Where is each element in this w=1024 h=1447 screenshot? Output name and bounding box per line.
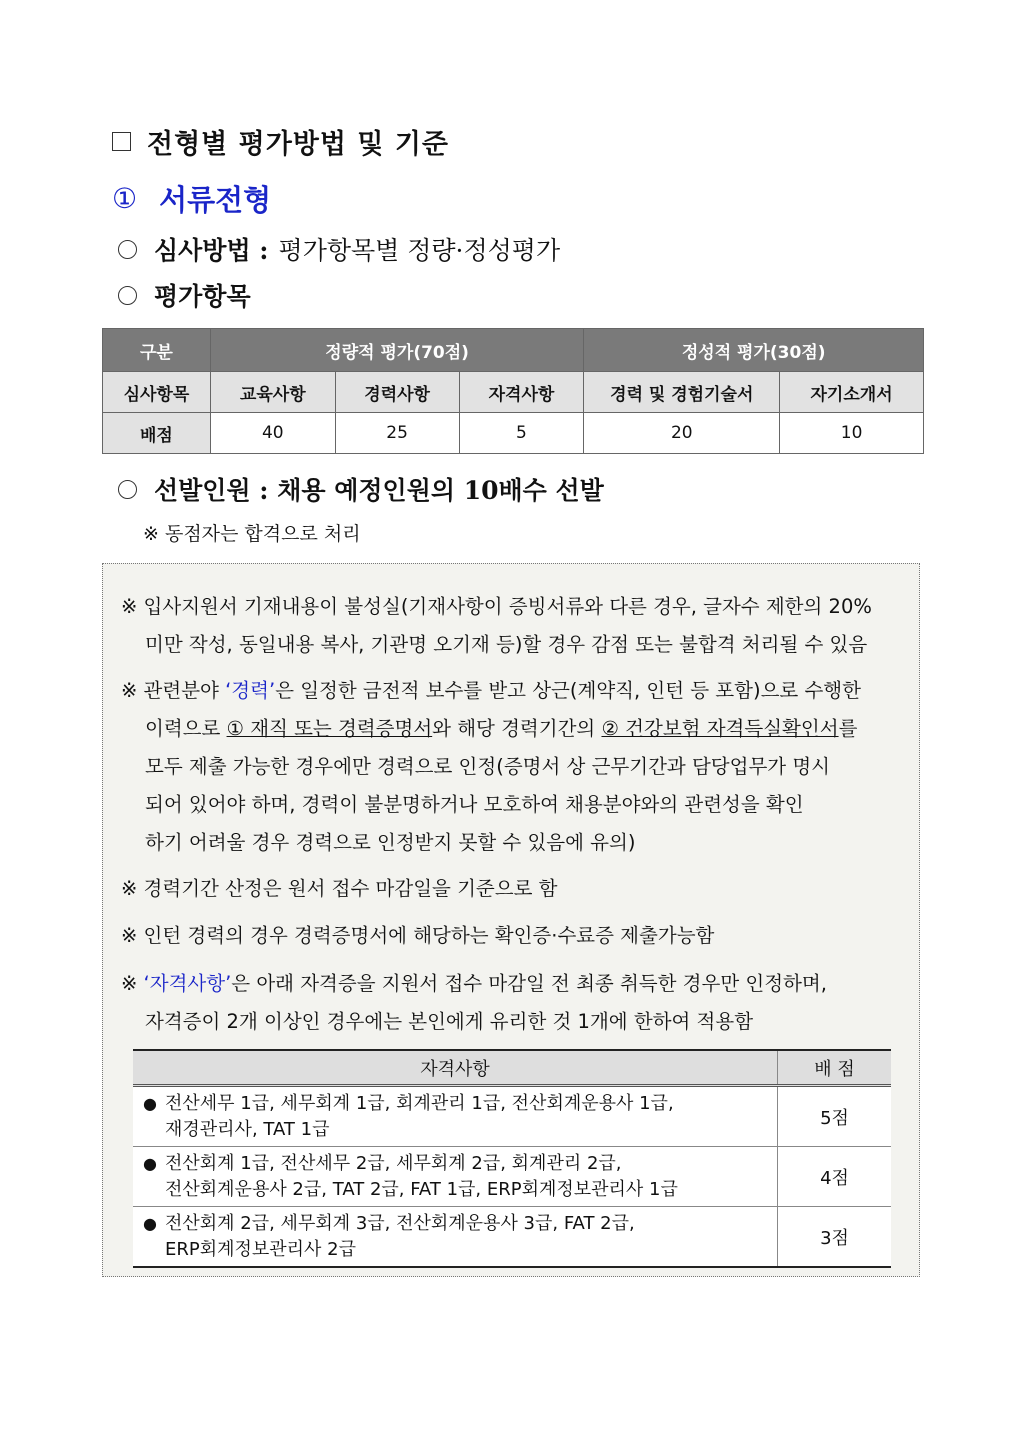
selection-line	[118, 471, 604, 507]
cert-line: 재경관리사, TAT 1급	[165, 1119, 330, 1140]
note-3: ※ 경력기간 산정은 원서 접수 마감일을 기준으로 함	[121, 877, 558, 900]
table-cell: 배 점	[778, 1050, 892, 1086]
table-cell: 10	[780, 413, 924, 454]
table-header-row	[103, 329, 924, 372]
tie-note: ※ 동점자는 합격으로 처리	[143, 523, 361, 545]
certificate-table	[133, 1049, 891, 1268]
table-row	[103, 413, 924, 454]
table-cell: 교육사항	[210, 372, 335, 413]
table-cell: 경력 및 경험기술서	[584, 372, 780, 413]
note-text: 은 일정한 금전적 보수를 받고 상근(계약직, 인턴 등 포함)으로 수행한	[275, 679, 861, 702]
note-line: 모두 제출 가능한 경우에만 경력으로 인정(증명서 상 근무기간과 담당업무가 명시	[145, 755, 831, 778]
note-2	[121, 672, 911, 862]
method-line	[118, 231, 560, 267]
bullet-icon: ●	[143, 1214, 157, 1233]
table-header-row	[133, 1050, 891, 1086]
table-row	[133, 1086, 891, 1147]
selection-text: 선발인원 : 채용 예정인원의 10배수 선발	[154, 476, 604, 505]
note-text: 와 해당 경력기간의	[432, 717, 602, 740]
table-cell: 구분	[103, 329, 211, 372]
note-line: 미만 작성, 동일내용 복사, 기관명 오기재 등)할 경우 감점 또는 불합격 처리될 수 있음	[145, 633, 868, 656]
keyword-career: ‘경력’	[225, 679, 276, 702]
table-cell: 경력사항	[335, 372, 459, 413]
evaluation-table	[102, 328, 924, 454]
note-1	[121, 588, 911, 664]
table-cell: 자기소개서	[780, 372, 924, 413]
bullet-icon: ●	[143, 1094, 157, 1113]
section-title	[112, 178, 271, 219]
note-5	[121, 965, 911, 1041]
note-line: 하기 어려울 경우 경력으로 인정받지 못할 수 있음에 유의)	[145, 831, 636, 854]
notes-box	[102, 563, 920, 1277]
circle-bullet-icon	[118, 240, 137, 259]
page-heading	[112, 122, 449, 161]
note-4: ※ 인턴 경력의 경우 경력증명서에 해당하는 확인증·수료증 제출가능함	[121, 924, 715, 947]
table-cell: 5점	[778, 1086, 892, 1147]
checkbox-square-icon	[112, 132, 131, 151]
table-row	[133, 1147, 891, 1207]
note-text: 이력으로	[145, 717, 227, 740]
underlined-text: ② 건강보험 자격득실확인서	[601, 717, 839, 740]
table-cell	[133, 1147, 778, 1207]
note-text: 은 아래 자격증을 지원서 접수 마감일 전 최종 취득한 경우만 인정하며,	[231, 972, 827, 995]
table-cell: 심사항목	[103, 372, 211, 413]
table-cell: 정성적 평가(30점)	[584, 329, 924, 372]
cert-line: ERP회계정보관리사 2급	[165, 1239, 357, 1260]
method-label: 심사방법 :	[154, 236, 269, 265]
table-cell: 3점	[778, 1207, 892, 1268]
circle-bullet-icon	[118, 286, 137, 305]
table-cell	[133, 1207, 778, 1268]
cert-line: 전산세무 1급, 세무회계 1급, 회계관리 1급, 전산회계운용사 1급,	[165, 1093, 674, 1114]
section-number: ①	[112, 182, 138, 215]
table-cell	[133, 1086, 778, 1147]
note-line	[121, 965, 911, 1003]
table-cell: 정량적 평가(70점)	[210, 329, 584, 372]
table-cell: 배점	[103, 413, 211, 454]
items-label: 평가항목	[154, 282, 251, 311]
items-line	[118, 277, 251, 313]
table-cell: 25	[335, 413, 459, 454]
cert-line: 전산회계 2급, 세무회계 3급, 전산회계운용사 3급, FAT 2급,	[165, 1213, 635, 1234]
note-text: ※	[121, 972, 144, 995]
note-line	[121, 672, 911, 710]
heading-text: 전형별 평가방법 및 기준	[147, 129, 450, 160]
cert-line: 전산회계운용사 2급, TAT 2급, FAT 1급, ERP회계정보관리사 1급	[165, 1179, 678, 1200]
underlined-text: ① 재직 또는 경력증명서	[226, 717, 433, 740]
table-cell: 40	[210, 413, 335, 454]
bullet-icon: ●	[143, 1154, 157, 1173]
note-line: ※ 입사지원서 기재내용이 불성실(기재사항이 증빙서류와 다른 경우, 글자수 제한의 20%	[121, 595, 872, 618]
cert-line: 전산회계 1급, 전산세무 2급, 세무회계 2급, 회계관리 2급,	[165, 1153, 622, 1174]
keyword-cert: ‘자격사항’	[143, 972, 232, 995]
table-subheader-row	[103, 372, 924, 413]
table-cell: 자격사항	[133, 1050, 778, 1086]
table-cell: 자격사항	[459, 372, 584, 413]
circle-bullet-icon	[118, 480, 137, 499]
table-cell: 4점	[778, 1147, 892, 1207]
note-text: ※ 관련분야	[121, 679, 226, 702]
section-title-text: 서류전형	[159, 183, 272, 217]
note-line: 자격증이 2개 이상인 경우에는 본인에게 유리한 것 1개에 한하여 적용함	[145, 1010, 754, 1033]
method-value: 평가항목별 정량·정성평가	[278, 236, 561, 265]
table-cell: 20	[584, 413, 780, 454]
table-row	[133, 1207, 891, 1268]
note-text: 를	[838, 717, 858, 740]
note-line	[121, 710, 911, 748]
table-cell: 5	[459, 413, 584, 454]
note-line: 되어 있어야 하며, 경력이 불분명하거나 모호하여 채용분야와의 관련성을 확인	[145, 793, 804, 816]
